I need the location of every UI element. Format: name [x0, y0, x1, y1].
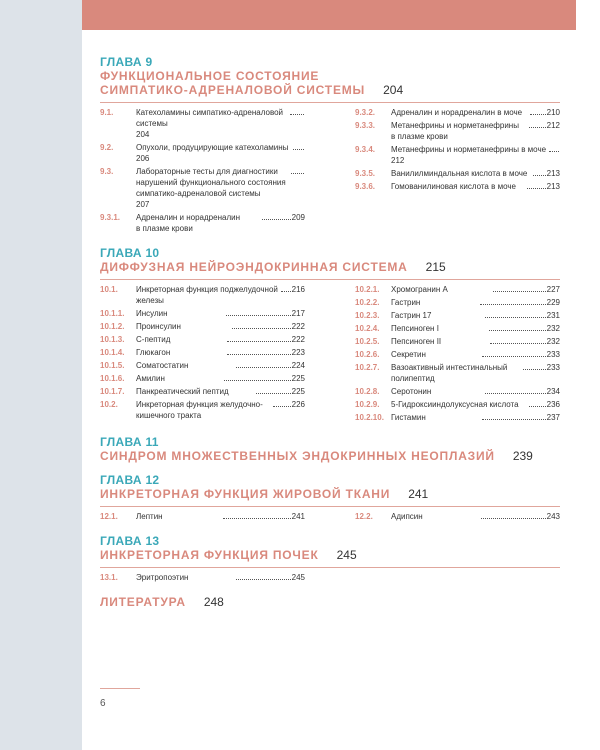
- toc-entry[interactable]: [355, 144, 560, 166]
- toc-entry[interactable]: [100, 284, 305, 306]
- chapter-title-line[interactable]: [100, 548, 560, 562]
- chapter-page-number: 204: [383, 83, 404, 97]
- chapter-divider: [100, 506, 560, 507]
- entry-page: 236: [546, 400, 561, 409]
- leader-dots: [482, 349, 545, 357]
- entry-page: 213: [546, 169, 560, 178]
- entry-number: 10.2.5.: [355, 337, 380, 346]
- toc-entry[interactable]: [100, 572, 305, 583]
- entry-page: 245: [291, 573, 306, 582]
- entry-title: Глюкагон: [136, 348, 171, 357]
- chapter-title-text: ИНКРЕТОРНАЯ ФУНКЦИЯ ЖИРОВОЙ ТКАНИ: [100, 487, 391, 501]
- literature-page-number: 248: [203, 595, 224, 609]
- entry-number: 10.1.1.: [100, 309, 125, 318]
- literature-title: ЛИТЕРАТУРА: [100, 595, 186, 609]
- toc-entry[interactable]: [355, 310, 560, 321]
- page-number: 6: [100, 698, 106, 709]
- toc-entry[interactable]: [355, 349, 560, 360]
- chapter-title-line[interactable]: [100, 487, 560, 501]
- entry-column-left: [100, 284, 305, 425]
- chapter-title-text: ДИФФУЗНАЯ НЕЙРОЭНДОКРИННАЯ СИСТЕМА: [100, 260, 408, 274]
- toc-entry[interactable]: [355, 362, 560, 384]
- leader-dots: [529, 399, 546, 407]
- entry-column-left: [100, 107, 305, 236]
- entry-page: 217: [291, 309, 305, 318]
- toc-entry[interactable]: [355, 412, 560, 423]
- entry-columns: [100, 572, 560, 585]
- entry-page: 206: [136, 154, 150, 163]
- toc-entry[interactable]: [355, 336, 560, 347]
- entry-page: 225: [291, 387, 306, 396]
- entry-body: [136, 360, 305, 371]
- toc-entry[interactable]: [355, 386, 560, 397]
- entry-body: [391, 120, 560, 142]
- chapter-divider: [100, 102, 560, 103]
- leader-dots: [223, 511, 291, 519]
- toc-entry[interactable]: [100, 373, 305, 384]
- leader-dots: [232, 321, 290, 329]
- leader-dots: [549, 144, 559, 152]
- leader-dots: [480, 297, 546, 305]
- entry-title: Метанефрины и норметанефрины в моче: [391, 145, 547, 154]
- leader-dots: [530, 107, 545, 115]
- entry-page: 233: [546, 363, 560, 372]
- chapter-section: [100, 55, 560, 236]
- entry-body: [391, 310, 560, 321]
- leader-dots: [490, 336, 546, 344]
- toc-entry[interactable]: [100, 386, 305, 397]
- entry-column-left: [100, 572, 305, 585]
- toc-entry[interactable]: [100, 511, 305, 522]
- entry-columns: [100, 107, 560, 236]
- entry-number: 9.3.: [100, 167, 114, 176]
- entry-body: [136, 399, 305, 421]
- entry-number: 10.1.7.: [100, 387, 125, 396]
- chapter-section: [100, 534, 560, 585]
- chapter-page-number: 215: [425, 260, 446, 274]
- leader-dots: [523, 362, 546, 370]
- entry-page: 210: [546, 108, 560, 117]
- entry-body: [391, 386, 560, 397]
- leader-dots: [226, 308, 291, 316]
- entry-title: Инкреторная функция желудочно- кишечного тракта: [136, 400, 263, 420]
- entry-column-left: [100, 511, 305, 524]
- leader-dots: [256, 386, 291, 394]
- footer-rule: [100, 688, 140, 689]
- entry-page: 222: [291, 335, 305, 344]
- toc-entry[interactable]: [100, 347, 305, 358]
- entry-title: Вазоактивный интестинальный полипептид: [391, 363, 508, 383]
- leader-dots: [273, 399, 290, 407]
- entry-title: Хромогранин А: [391, 285, 448, 294]
- entry-body: [136, 321, 305, 332]
- entry-title: Адреналин и норадреналин в плазме крови: [136, 213, 240, 233]
- toc-entry[interactable]: [100, 212, 305, 234]
- entry-title: Амилин: [136, 374, 165, 383]
- chapter-label[interactable]: ГЛАВА 10: [100, 246, 160, 260]
- entry-number: 10.2.4.: [355, 324, 380, 333]
- entry-body: [136, 284, 305, 306]
- leader-dots: [236, 572, 291, 580]
- entry-number: 9.3.2.: [355, 108, 376, 117]
- entry-column-right: [355, 572, 560, 585]
- entry-page: 223: [291, 348, 305, 357]
- entry-page: 212: [391, 156, 405, 165]
- entry-page: 233: [546, 350, 560, 359]
- leader-dots: [493, 284, 545, 292]
- leader-dots: [290, 107, 304, 115]
- chapter-title-line[interactable]: [100, 449, 560, 463]
- entry-body: [391, 284, 560, 295]
- entry-page: 207: [136, 200, 150, 209]
- entry-number: 12.1.: [100, 512, 118, 521]
- chapter-section: [100, 435, 560, 463]
- entry-page: 227: [546, 285, 561, 294]
- entry-column-right: [355, 284, 560, 425]
- chapter-label[interactable]: ГЛАВА 9: [100, 55, 153, 69]
- entry-number: 10.2.1.: [355, 285, 380, 294]
- chapter-page-number: 245: [336, 548, 357, 562]
- toc-entry[interactable]: [355, 284, 560, 295]
- entry-body: [391, 107, 560, 118]
- entry-body: [136, 347, 305, 358]
- entry-column-right: [355, 511, 560, 524]
- entry-title: Катехоламины симпатико-адреналовой системы: [136, 108, 284, 128]
- literature-line[interactable]: [100, 595, 560, 609]
- entry-number: 10.1.3.: [100, 335, 125, 344]
- entry-title: Секретин: [391, 350, 426, 359]
- entry-title: Инкреторная функция поджелудочной железы: [136, 285, 278, 305]
- leader-dots: [227, 347, 291, 355]
- entry-body: [391, 336, 560, 347]
- entry-number: 9.2.: [100, 143, 114, 152]
- entry-body: [136, 166, 305, 210]
- toc-entry[interactable]: [100, 360, 305, 371]
- entry-page: 237: [546, 413, 560, 422]
- entry-number: 9.3.5.: [355, 169, 376, 178]
- toc-entry[interactable]: [355, 107, 560, 118]
- chapter-title-line[interactable]: [100, 260, 560, 274]
- chapter-divider: [100, 279, 560, 280]
- chapter-label[interactable]: ГЛАВА 11: [100, 435, 159, 449]
- entry-number: 10.2.3.: [355, 311, 380, 320]
- entry-page: 241: [291, 512, 306, 521]
- entry-number: 10.1.: [100, 285, 118, 294]
- leader-dots: [529, 120, 546, 128]
- chapter-title-text: СИНДРОМ МНОЖЕСТВЕННЫХ ЭНДОКРИННЫХ НЕОПЛАЗИЙ: [100, 449, 495, 463]
- entry-page: 229: [546, 298, 561, 307]
- chapter-section: [100, 473, 560, 524]
- entry-title: Адипсин: [391, 512, 423, 521]
- chapter-title-text: СИМПАТИКО-АДРЕНАЛОВОЙ СИСТЕМЫ: [100, 83, 366, 97]
- entry-page: 226: [291, 400, 305, 409]
- chapter-section: [100, 246, 560, 425]
- entry-title: Опухоли, продуцирующие катехоламины: [136, 143, 289, 152]
- entry-page: 213: [546, 182, 561, 191]
- entry-body: [136, 373, 305, 384]
- entry-title: Инсулин: [136, 309, 168, 318]
- toc-entry[interactable]: [100, 142, 305, 164]
- toc-entry[interactable]: [355, 120, 560, 142]
- entry-number: 10.2.2.: [355, 298, 380, 307]
- entry-title: С-пептид: [136, 335, 171, 344]
- entry-body: [391, 399, 560, 410]
- entry-page: 243: [546, 512, 560, 521]
- entry-number: 10.2.7.: [355, 363, 380, 372]
- leader-dots: [281, 284, 291, 292]
- entry-body: [136, 212, 305, 234]
- entry-title: Серотонин: [391, 387, 432, 396]
- leader-dots: [485, 310, 546, 318]
- entry-body: [391, 349, 560, 360]
- entry-number: 9.3.1.: [100, 213, 121, 222]
- entry-page: 231: [546, 311, 560, 320]
- entry-body: [136, 334, 305, 345]
- entry-title: Лабораторные тесты для диагностики нарушений функционального состояния симпатико-адреналовой системы: [136, 167, 286, 198]
- leader-dots: [489, 323, 546, 331]
- entry-columns: [100, 284, 560, 425]
- entry-column-right: [355, 107, 560, 236]
- chapter-title-line[interactable]: [100, 69, 560, 83]
- entry-body: [391, 323, 560, 334]
- leader-dots: [481, 511, 546, 519]
- entry-body: [136, 142, 305, 164]
- entry-page: 209: [291, 213, 306, 222]
- entry-title: Гомованилиновая кислота в моче: [391, 182, 516, 191]
- entry-number: 10.2.10.: [355, 413, 384, 422]
- entry-title: Гастрин: [391, 298, 421, 307]
- toc-entry[interactable]: [355, 181, 560, 192]
- leader-dots: [291, 166, 304, 174]
- toc-entry[interactable]: [355, 399, 560, 410]
- entry-number: 10.2.9.: [355, 400, 380, 409]
- entry-columns: [100, 511, 560, 524]
- chapter-page-number: 239: [512, 449, 533, 463]
- entry-page: 204: [136, 130, 150, 139]
- entry-number: 9.3.6.: [355, 182, 376, 191]
- top-header-band: [82, 0, 576, 30]
- entry-body: [391, 412, 560, 423]
- entry-number: 10.1.6.: [100, 374, 125, 383]
- entry-title: 5-Гидроксииндолуксусная кислота: [391, 400, 519, 409]
- entry-title: Лептин: [136, 512, 163, 521]
- entry-number: 10.1.5.: [100, 361, 125, 370]
- entry-title: Пепсиноген I: [391, 324, 439, 333]
- entry-body: [136, 386, 305, 397]
- entry-number: 10.2.8.: [355, 387, 380, 396]
- chapter-page-number: 241: [408, 487, 429, 501]
- leader-dots: [482, 412, 545, 420]
- leader-dots: [533, 168, 546, 176]
- entry-number: 9.3.4.: [355, 145, 376, 154]
- entry-title: Панкреатический пептид: [136, 387, 229, 396]
- chapter-label[interactable]: ГЛАВА 13: [100, 534, 160, 548]
- toc-entry[interactable]: [355, 511, 560, 522]
- entry-title: Пепсиноген II: [391, 337, 442, 346]
- entry-page: 225: [291, 374, 305, 383]
- entry-title: Гастрин 17: [391, 311, 432, 320]
- toc-entry[interactable]: [100, 166, 305, 210]
- entry-number: 10.2.6.: [355, 350, 380, 359]
- left-margin-band: [0, 0, 82, 750]
- entry-title: Гистамин: [391, 413, 426, 422]
- leader-dots: [527, 181, 545, 189]
- chapter-title-text: ИНКРЕТОРНАЯ ФУНКЦИЯ ПОЧЕК: [100, 548, 319, 562]
- entry-page: 216: [291, 285, 306, 294]
- entry-page: 212: [546, 121, 561, 130]
- leader-dots: [485, 386, 546, 394]
- entry-body: [391, 168, 560, 179]
- leader-dots: [293, 142, 304, 150]
- chapter-divider: [100, 567, 560, 568]
- leader-dots: [236, 360, 291, 368]
- entry-page: 234: [546, 387, 561, 396]
- entry-title: Ванилилминдальная кислота в моче: [391, 169, 528, 178]
- entry-body: [391, 144, 560, 166]
- entry-number: 13.1.: [100, 573, 118, 582]
- entry-title: Эритропоэтин: [136, 573, 189, 582]
- toc-entry[interactable]: [100, 107, 305, 140]
- entry-number: 10.1.2.: [100, 322, 125, 331]
- entry-body: [391, 181, 560, 192]
- entry-title: Проинсулин: [136, 322, 181, 331]
- leader-dots: [224, 373, 290, 381]
- entry-body: [136, 308, 305, 319]
- toc-entry[interactable]: [100, 308, 305, 319]
- toc-entry[interactable]: [355, 297, 560, 308]
- toc-entry[interactable]: [355, 323, 560, 334]
- toc-entry[interactable]: [355, 168, 560, 179]
- entry-body: [391, 511, 560, 522]
- entry-body: [136, 107, 305, 140]
- toc-entry[interactable]: [100, 321, 305, 332]
- toc-entry[interactable]: [100, 399, 305, 421]
- entry-body: [136, 572, 305, 583]
- chapter-title-text: ФУНКЦИОНАЛЬНОЕ СОСТОЯНИЕ: [100, 69, 320, 83]
- entry-number: 10.2.: [100, 400, 118, 409]
- entry-body: [136, 511, 305, 522]
- entry-page: 222: [291, 322, 305, 331]
- table-of-contents: [100, 55, 560, 609]
- entry-page: 224: [291, 361, 305, 370]
- leader-dots: [227, 334, 291, 342]
- entry-title: Соматостатин: [136, 361, 189, 370]
- entry-number: 9.3.3.: [355, 121, 376, 130]
- entry-body: [391, 297, 560, 308]
- leader-dots: [262, 212, 291, 220]
- entry-number: 12.2.: [355, 512, 373, 521]
- chapter-title-line[interactable]: [100, 83, 560, 97]
- entry-body: [391, 362, 560, 384]
- entry-page: 232: [546, 324, 560, 333]
- entry-number: 10.1.4.: [100, 348, 125, 357]
- entry-number: 9.1.: [100, 108, 114, 117]
- entry-page: 232: [546, 337, 561, 346]
- toc-entry[interactable]: [100, 334, 305, 345]
- entry-title: Метанефрины и норметанефрины в плазме крови: [391, 121, 519, 141]
- chapter-label[interactable]: ГЛАВА 12: [100, 473, 160, 487]
- entry-title: Адреналин и норадреналин в моче: [391, 108, 523, 117]
